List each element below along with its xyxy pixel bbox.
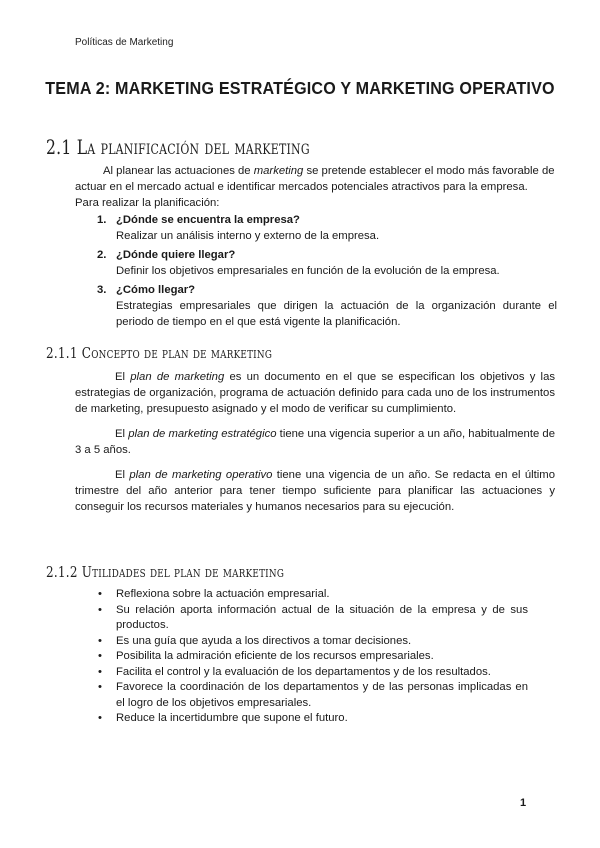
list-item: • Es una guía que ayuda a los directivos a tomar decisiones. xyxy=(98,634,528,650)
step-question: ¿Dónde se encuentra la empresa? xyxy=(116,214,300,226)
section-heading-2-1: 2.1 La planificación del marketing xyxy=(46,135,310,159)
chapter-title: TEMA 2: MARKETING ESTRATÉGICO Y MARKETING OPERATIVO xyxy=(45,78,555,98)
planning-lead: Para realizar la planificación: xyxy=(75,197,220,209)
list-item: • Reduce la incertidumbre que supone el futuro. xyxy=(98,711,528,727)
plan-definition-paragraph: El plan de marketing es un documento en el que se especifican los objetivos y las estrategias de organización, programa de actuación definido para cada uno de los instrumentos de marketing, presupuesto asignado y el modo de verificar su cumplimiento. xyxy=(75,371,555,415)
intro-paragraph: Al planear las actuaciones de marketing se pretende establecer el modo más favorable de actuar en el mercado actual e identificar mercados potenciales atractivos para la empresa. xyxy=(75,165,555,193)
list-item: • Posibilita la admiración eficiente de los recursos empresariales. xyxy=(98,649,528,665)
list-item: 1. ¿Dónde se encuentra la empresa? Realizar un análisis interno y externo de la empresa. xyxy=(97,212,557,244)
page-number: 1 xyxy=(520,797,527,809)
utilities-bullet-list xyxy=(98,587,528,727)
step-answer: Realizar un análisis interno y externo de la empresa. xyxy=(116,230,380,242)
section-2-1-intro xyxy=(75,163,555,211)
step-answer: Estrategias empresariales que dirigen la actuación de la organización durante el periodo de tiempo en el que está vigente la planificación. xyxy=(116,300,557,328)
step-question: ¿Dónde quiere llegar? xyxy=(116,249,236,261)
step-answer: Definir los objetivos empresariales en función de la evolución de la empresa. xyxy=(116,265,500,277)
section-heading-2-1-2: 2.1.2 Utilidades del plan de marketing xyxy=(46,563,285,581)
running-header: Políticas de Marketing xyxy=(75,37,174,48)
step-question: ¿Cómo llegar? xyxy=(116,284,196,296)
strategic-plan-paragraph: El plan de marketing estratégico tiene una vigencia superior a un año, habitualmente de 3 a 5 años. xyxy=(75,428,555,456)
list-item: • Facilita el control y la evaluación de los departamentos y de los resultados. xyxy=(98,665,528,681)
operative-plan-paragraph: El plan de marketing operativo tiene una vigencia de un año. Se redacta en el último trimestre del año anterior para tener tiempo suficiente para planificar las actuaciones y conseguir los recursos materiales y humanos necesarios para su ejecución. xyxy=(75,469,555,513)
list-item: 3. ¿Cómo llegar? Estrategias empresariales que dirigen la actuación de la organización durante el periodo de tiempo en el que está vigente la planificación. xyxy=(97,284,557,328)
list-item: • Reflexiona sobre la actuación empresarial. xyxy=(98,587,528,603)
list-item: • Su relación aporta información actual de la situación de la empresa y de sus productos. xyxy=(98,603,528,634)
list-item: • Favorece la coordinación de los departamentos y de las personas implicadas en el logro de los objetivos empresariales. xyxy=(98,680,528,711)
section-heading-2-1-1: 2.1.1 Concepto de plan de marketing xyxy=(46,344,273,362)
planning-steps-list xyxy=(97,212,557,333)
section-2-1-1-body xyxy=(75,369,555,515)
list-item: 2. ¿Dónde quiere llegar? Definir los objetivos empresariales en función de la evolución de la empresa. xyxy=(97,247,557,279)
